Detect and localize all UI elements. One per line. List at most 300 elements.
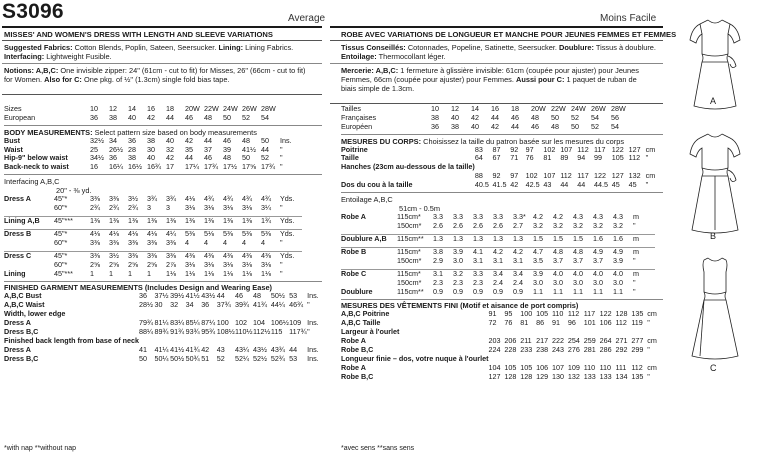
cell-unit: Yds. bbox=[280, 216, 295, 226]
cell-value: 41½ bbox=[242, 144, 256, 154]
cell-value: 117¾ bbox=[289, 327, 307, 337]
yardage-row bbox=[4, 204, 302, 213]
cell-value: 222 bbox=[551, 336, 564, 346]
cell-value: 50 bbox=[571, 121, 579, 131]
cell-value: 52 bbox=[242, 112, 250, 122]
cell-value: 276 bbox=[567, 344, 580, 354]
cell-value: 2.6 bbox=[453, 221, 463, 231]
cell-value: 3⅛ bbox=[204, 259, 214, 269]
cell-unit bbox=[631, 114, 653, 123]
cell-value: 40 bbox=[451, 112, 459, 122]
cell-value: 46 bbox=[185, 112, 193, 122]
cell-value: 3.0 bbox=[573, 277, 583, 287]
cell-value: 41½ bbox=[170, 344, 185, 354]
row-label: Dress A bbox=[4, 318, 31, 328]
row-label: Back-neck to waist bbox=[4, 162, 69, 172]
cell-value: 1⅜ bbox=[204, 216, 214, 226]
row-label: Width, lower edge bbox=[4, 309, 66, 319]
cell-value: 1.1 bbox=[573, 286, 583, 296]
cell-value: 1⅛ bbox=[185, 268, 195, 278]
cell-value: 50 bbox=[242, 153, 250, 163]
cell-value: 3⅜ bbox=[128, 238, 138, 248]
cell-value: 14 bbox=[128, 104, 136, 113]
cell-value: 85¼ bbox=[185, 318, 200, 328]
cell-value: 3.2 bbox=[573, 221, 583, 231]
cell-value: 42 bbox=[510, 180, 519, 190]
row-label: Robe A bbox=[341, 336, 366, 346]
data-table bbox=[4, 195, 302, 278]
row-label bbox=[341, 222, 397, 231]
row-label: Bust bbox=[4, 135, 20, 145]
cell-value: 110½ bbox=[235, 327, 253, 337]
cell-value: 1 bbox=[147, 268, 151, 278]
cell-value: 3.0 bbox=[613, 277, 623, 287]
cell-value: 28W bbox=[611, 104, 626, 113]
cell-value: 72 bbox=[488, 318, 497, 328]
cell-value: 127 bbox=[611, 171, 624, 181]
cell-value: 37½ bbox=[154, 291, 169, 301]
cell-value: 3⅛ bbox=[223, 259, 233, 269]
cell-value: 40 bbox=[147, 153, 155, 163]
dress-c-illustration bbox=[680, 252, 750, 364]
cell-value: 44¼ bbox=[270, 300, 285, 310]
finished-row bbox=[341, 373, 663, 382]
cell-value: 3⅜ bbox=[166, 238, 176, 248]
yardage-title: Entoilage A,B,C bbox=[341, 194, 393, 204]
cell-value: 3¾ bbox=[147, 194, 157, 204]
cell-value: 40.5 bbox=[474, 180, 489, 190]
cell-value: 4 bbox=[223, 238, 227, 248]
rule bbox=[2, 94, 322, 95]
cell-value: 2⅞ bbox=[166, 259, 176, 269]
cell-value: 243 bbox=[551, 344, 564, 354]
row-label: Dress C bbox=[4, 250, 32, 260]
cell-value: 42 bbox=[471, 112, 479, 122]
cell-value: 45 bbox=[611, 180, 620, 190]
rule bbox=[4, 281, 322, 282]
yardage-row bbox=[341, 235, 655, 244]
cell-value: 42 bbox=[201, 344, 210, 354]
cell-value: 286 bbox=[599, 344, 612, 354]
cell-value: 99 bbox=[594, 153, 603, 163]
cell-value: 2.7 bbox=[513, 221, 523, 231]
cell-value: 119 bbox=[631, 318, 643, 328]
cell-value: 83 bbox=[474, 144, 483, 154]
cell-value: 4.3 bbox=[593, 212, 603, 222]
cell-value: 129 bbox=[536, 371, 549, 381]
cell-value: 2.4 bbox=[493, 277, 503, 287]
cell-value: 34 bbox=[185, 300, 194, 310]
row-label: Poitrine bbox=[341, 144, 368, 154]
cell-value: 12 bbox=[451, 104, 459, 113]
cell-value: 52 bbox=[261, 153, 269, 163]
cell-value: 3⅜ bbox=[90, 194, 100, 204]
cell-value: 3⅛ bbox=[204, 203, 214, 213]
cell-value: 2.4 bbox=[513, 277, 523, 287]
cell-value: 107 bbox=[551, 362, 564, 372]
cell-value: 3.2 bbox=[453, 268, 463, 278]
cell-value: 52¾ bbox=[270, 353, 285, 363]
row-label: Françaises bbox=[341, 112, 377, 122]
cell-value: 3⅛ bbox=[242, 203, 252, 213]
data-table bbox=[341, 310, 663, 381]
cell-value: 38 bbox=[109, 112, 117, 122]
cell-value: 1.5 bbox=[553, 234, 563, 244]
title-fr: ROBE AVEC VARIATIONS DE LONGUEUR ET MANCHE POUR JEUNES FEMMES ET FEMMES bbox=[341, 30, 677, 39]
cell-value: 4.7 bbox=[533, 246, 543, 256]
cell-value: 50 bbox=[223, 112, 231, 122]
cell-value: 3½ bbox=[128, 194, 138, 204]
cell-value: 52½ bbox=[252, 353, 267, 363]
cell-value: 48 bbox=[223, 153, 231, 163]
cell-value: 44 bbox=[204, 135, 212, 145]
section-title: Select pattern size based on body measurements bbox=[92, 127, 257, 137]
rule bbox=[330, 40, 663, 41]
cell-value: 50¼ bbox=[154, 353, 169, 363]
yardage-sub: 20" - ⅜ yd. bbox=[56, 186, 92, 196]
cell-value: 1.1 bbox=[613, 286, 623, 296]
row-label: A,B,C Bust bbox=[4, 291, 42, 301]
cell-value: 4⅜ bbox=[223, 250, 233, 260]
cell-value: 38 bbox=[147, 135, 155, 145]
cell-value: 122 bbox=[611, 144, 624, 154]
row-width: 60"* bbox=[54, 203, 68, 213]
cell-value: 1.6 bbox=[613, 234, 623, 244]
cell-value: 5⅜ bbox=[261, 229, 271, 239]
cell-value: 45 bbox=[628, 180, 637, 190]
cell-value: 112 bbox=[577, 144, 589, 154]
cell-value: 41 bbox=[139, 344, 147, 354]
cell-value: 48 bbox=[242, 135, 250, 145]
finished-row bbox=[4, 355, 322, 364]
cell-value: 1.1 bbox=[593, 286, 603, 296]
cell-value: 3.9 bbox=[453, 246, 463, 256]
cell-value: 39 bbox=[223, 144, 231, 154]
rule bbox=[341, 134, 663, 135]
cell-value: 54 bbox=[611, 121, 619, 131]
cell-value: 3 bbox=[147, 203, 151, 213]
cell-value: 3.9 bbox=[533, 268, 543, 278]
cell-value: 46 bbox=[223, 135, 231, 145]
cell-value: 3.0 bbox=[593, 277, 603, 287]
cell-value: 4.0 bbox=[573, 268, 583, 278]
cell-value: 3.0 bbox=[533, 277, 543, 287]
cell-value: 117 bbox=[583, 309, 596, 319]
cell-value: 36 bbox=[109, 153, 117, 163]
yardage-row bbox=[341, 288, 655, 297]
cell-value: 127 bbox=[628, 144, 641, 154]
cell-unit: cm bbox=[647, 336, 657, 346]
cell-value: 127 bbox=[488, 371, 501, 381]
row-label: Taille bbox=[341, 153, 359, 163]
cell-value: 76 bbox=[525, 153, 534, 163]
cell-value: 89¾ bbox=[154, 327, 169, 337]
section-title: BODY MEASUREMENTS: bbox=[4, 127, 93, 137]
rule bbox=[2, 63, 322, 64]
cell-value: 10 bbox=[431, 104, 439, 113]
row-width: 115cm** bbox=[397, 286, 424, 296]
cell-value: 135 bbox=[631, 309, 644, 319]
cell-value: 128 bbox=[504, 371, 517, 381]
cell-value: 3⅜ bbox=[166, 250, 176, 260]
row-width: 45"*** bbox=[54, 216, 73, 226]
yardage-row bbox=[4, 270, 302, 279]
cell-unit: " bbox=[307, 327, 310, 337]
cell-unit: cm bbox=[647, 309, 657, 319]
cell-value: 34½ bbox=[90, 153, 104, 163]
cell-unit bbox=[631, 123, 653, 132]
cell-value: 102 bbox=[543, 144, 556, 154]
cell-value: 281 bbox=[583, 344, 596, 354]
cell-value: 3.5 bbox=[533, 255, 543, 265]
cell-value: 4.9 bbox=[593, 246, 603, 256]
cell-value: 3¼ bbox=[261, 203, 271, 213]
cell-value: 50½ bbox=[170, 353, 185, 363]
cell-value: 44 bbox=[511, 121, 519, 131]
cell-value: 109 bbox=[289, 318, 302, 328]
row-width: 115cm* bbox=[397, 212, 421, 222]
cell-value: 51 bbox=[201, 353, 210, 363]
cell-value: 20W bbox=[185, 104, 200, 113]
cell-value: 44 bbox=[185, 153, 193, 163]
data-table bbox=[341, 105, 653, 132]
cell-value: 3⅛ bbox=[185, 203, 195, 213]
cell-value: 4.8 bbox=[573, 246, 583, 256]
cell-value: 1⅜ bbox=[90, 216, 100, 226]
cell-value: 1⅜ bbox=[147, 216, 157, 226]
cell-value: 81 bbox=[520, 318, 529, 328]
cell-value: 17 bbox=[166, 162, 174, 172]
cell-value: 3.1 bbox=[473, 255, 483, 265]
cell-value: 292 bbox=[615, 344, 628, 354]
cell-value: 52 bbox=[571, 112, 579, 122]
notions-en: Notions: A,B,C: One invisible zipper: 24" (61cm - cut to fit) for Misses, 26" (66cm - cut to fit) for Women. Also for C: One pkg. of ½" (1.3cm) single fold bias tape. bbox=[4, 66, 306, 85]
cell-value: 17¾ bbox=[261, 162, 275, 172]
finished-title: MESURES DES VÊTEMENTS FINI (Motif et aisance de port compris) bbox=[341, 301, 579, 311]
cell-value: 0.9 bbox=[433, 286, 443, 296]
cell-value: 53 bbox=[289, 291, 298, 301]
cell-value: 4.2 bbox=[513, 246, 523, 256]
cell-value: 87 bbox=[492, 144, 501, 154]
cell-value: 233 bbox=[520, 344, 533, 354]
cell-value: 112 bbox=[615, 318, 627, 328]
cell-value: 3.0 bbox=[453, 255, 463, 265]
row-label: A,B,C Taille bbox=[341, 318, 381, 328]
cell-value: 42 bbox=[166, 153, 174, 163]
cell-value: 41½ bbox=[185, 291, 200, 301]
row-label: Robe A bbox=[341, 212, 366, 222]
cell-value: 1.3 bbox=[493, 234, 503, 244]
cell-value: 4.2 bbox=[553, 212, 563, 222]
row-width: 150cm* bbox=[397, 277, 422, 287]
cell-value: 133 bbox=[599, 371, 612, 381]
cell-value: 217 bbox=[536, 336, 549, 346]
cell-value: 43¼ bbox=[235, 344, 250, 354]
cell-value: 1⅛ bbox=[223, 268, 233, 278]
cell-unit: Ins. bbox=[307, 353, 319, 363]
cell-unit: Yds. bbox=[280, 194, 295, 204]
cell-value: 3⅜ bbox=[109, 238, 119, 248]
cell-value: 2⅝ bbox=[109, 259, 119, 269]
row-label: Européen bbox=[341, 121, 373, 131]
cell-value: 2⅝ bbox=[147, 259, 157, 269]
cell-value: 3.4 bbox=[493, 268, 503, 278]
cell-value: 91 bbox=[551, 318, 560, 328]
cell-value: 3⅛ bbox=[223, 203, 233, 213]
cell-value: 18 bbox=[511, 104, 519, 113]
cell-value: 1⅛ bbox=[204, 268, 214, 278]
cell-value: 4⅛ bbox=[109, 229, 119, 239]
cell-unit: " bbox=[280, 268, 283, 278]
cell-value: 3.3 bbox=[473, 212, 483, 222]
level-en: Average bbox=[288, 13, 326, 24]
cell-value: 3.3* bbox=[513, 212, 526, 222]
cell-value: 95 bbox=[504, 309, 513, 319]
cell-value: 4.0 bbox=[553, 268, 563, 278]
cell-value: 3.3 bbox=[453, 212, 463, 222]
cell-unit: " bbox=[280, 144, 283, 154]
cell-unit: " bbox=[633, 221, 636, 231]
cell-value: 50 bbox=[139, 353, 147, 363]
row-width: 115cm* bbox=[397, 268, 421, 278]
cell-value: 3⅛ bbox=[261, 259, 271, 269]
rule bbox=[341, 299, 663, 300]
cell-unit: " bbox=[633, 277, 636, 287]
fabrics-fr: Tissus Conseillés: Cotonnades, Popeline, Satinette, Seersucker. Doublure: Tissus à doublure. Entoilage: Thermocollant léger. bbox=[341, 43, 656, 62]
rule bbox=[330, 63, 663, 64]
cell-value: 106 bbox=[536, 362, 549, 372]
cell-value: 130 bbox=[551, 371, 564, 381]
cell-value: 48 bbox=[252, 291, 261, 301]
cell-value: 3¾ bbox=[166, 194, 176, 204]
cell-value: 93¾ bbox=[185, 327, 200, 337]
cell-value: 106½ bbox=[270, 318, 289, 328]
cell-value: 238 bbox=[536, 344, 549, 354]
cell-value: 128 bbox=[615, 309, 628, 319]
cell-value: 64 bbox=[474, 153, 483, 163]
cell-value: 1⅜ bbox=[128, 216, 138, 226]
cell-unit: Ins. bbox=[307, 344, 319, 354]
row-label: Hanches (23cm au-dessous de la taille) bbox=[341, 162, 475, 172]
cell-value: 46 bbox=[511, 112, 519, 122]
cell-value: 3½ bbox=[109, 250, 119, 260]
cell-unit bbox=[280, 114, 302, 123]
row-width: 150cm* bbox=[397, 221, 422, 231]
cell-unit: " bbox=[280, 259, 283, 269]
cell-value: 3.7 bbox=[553, 255, 563, 265]
cell-value: 3.1 bbox=[493, 255, 503, 265]
cell-value: 3.8 bbox=[433, 246, 443, 256]
cell-value: 1⅜ bbox=[185, 216, 195, 226]
cell-value: 112 bbox=[631, 362, 643, 372]
cell-value: 28W bbox=[261, 104, 276, 113]
cell-value: 30 bbox=[154, 300, 163, 310]
cell-value: 79¾ bbox=[139, 318, 153, 328]
cell-value: 36 bbox=[431, 121, 439, 131]
cell-value: 81 bbox=[543, 153, 552, 163]
cell-value: 102 bbox=[525, 171, 538, 181]
cell-value: 4¼ bbox=[166, 229, 176, 239]
row-label: Dress A bbox=[4, 344, 31, 354]
cell-value: 4.3 bbox=[573, 212, 583, 222]
row-label: Robe B bbox=[341, 246, 367, 256]
cell-value: 4.8 bbox=[553, 246, 563, 256]
yardage-row bbox=[341, 222, 655, 231]
row-label: Dress B,C bbox=[4, 327, 39, 337]
cell-value: 41¾ bbox=[185, 344, 200, 354]
cell-value: 4⅛ bbox=[185, 194, 195, 204]
cell-value: 1⅜ bbox=[109, 216, 119, 226]
cell-unit: cm bbox=[647, 362, 657, 372]
cell-value: 1⅛ bbox=[242, 268, 252, 278]
section-title: Choisissez la taille du patron basée sur les mesures du corps bbox=[421, 136, 625, 146]
row-label: Waist bbox=[4, 144, 23, 154]
row-label: Robe B,C bbox=[341, 344, 374, 354]
cell-value: 12 bbox=[109, 104, 117, 113]
yardage-row bbox=[341, 257, 655, 266]
cell-value: 1 bbox=[90, 268, 94, 278]
cell-value: 89 bbox=[560, 153, 569, 163]
cell-value: 3.7 bbox=[593, 255, 603, 265]
cell-value: 203 bbox=[488, 336, 501, 346]
cell-value: 4.2 bbox=[533, 212, 543, 222]
cell-unit: " bbox=[280, 153, 283, 163]
cell-value: 95¾ bbox=[201, 327, 216, 337]
body-row bbox=[341, 181, 663, 190]
cell-value: 3⅛ bbox=[242, 259, 252, 269]
cell-unit bbox=[280, 105, 302, 114]
cell-value: 110 bbox=[599, 362, 612, 372]
row-label: Lining bbox=[4, 268, 26, 278]
cell-value: 34 bbox=[109, 135, 117, 145]
row-label: A,B,C Waist bbox=[4, 300, 45, 310]
cell-unit: " bbox=[645, 180, 649, 190]
cell-unit: " bbox=[280, 238, 283, 248]
cell-value: 36 bbox=[139, 291, 147, 301]
cell-value: 4¾ bbox=[204, 194, 214, 204]
cell-value: 1⅛ bbox=[261, 268, 271, 278]
cell-value: 48 bbox=[551, 121, 559, 131]
row-label: Hip-9" below waist bbox=[4, 153, 68, 163]
cell-value: 16½ bbox=[128, 162, 142, 172]
cell-value: 259 bbox=[583, 336, 596, 346]
cell-value: 5⅛ bbox=[204, 229, 214, 239]
row-label: Doublure bbox=[341, 286, 373, 296]
cell-value: 4¾ bbox=[261, 194, 271, 204]
cell-value: 122 bbox=[599, 309, 612, 319]
cell-value: 206 bbox=[504, 336, 517, 346]
cell-value: 3.2 bbox=[553, 221, 563, 231]
cell-value: 46 bbox=[531, 121, 539, 131]
row-label: Robe A bbox=[341, 362, 366, 372]
english-size-charts bbox=[4, 105, 322, 364]
figure-label-b: B bbox=[710, 231, 717, 241]
cell-value: 0.9 bbox=[493, 286, 503, 296]
cell-value: 16¾ bbox=[147, 162, 161, 172]
cell-value: 104 bbox=[252, 318, 265, 328]
row-width: 115cm* bbox=[397, 246, 421, 256]
cell-value: 56 bbox=[611, 112, 619, 122]
section-title: MESURES DU CORPS: bbox=[341, 136, 422, 146]
cell-unit: " bbox=[647, 371, 650, 381]
cell-value: 1.5 bbox=[533, 234, 543, 244]
cell-value: 3⅜ bbox=[90, 250, 100, 260]
cell-value: 37 bbox=[204, 144, 212, 154]
cell-unit: m bbox=[633, 234, 639, 244]
cell-unit: Ins. bbox=[307, 318, 319, 328]
cell-value: 86 bbox=[536, 318, 545, 328]
cell-value: 91 bbox=[488, 309, 497, 319]
